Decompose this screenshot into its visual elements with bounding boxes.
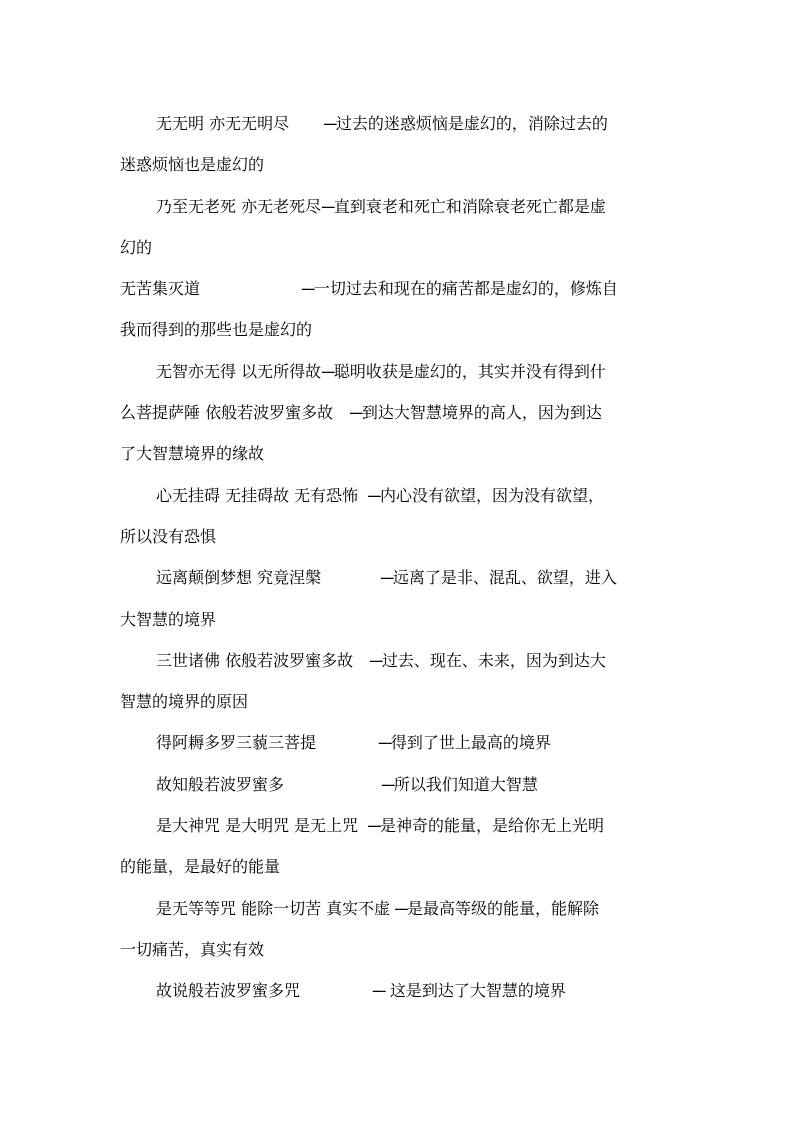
text-line xyxy=(120,475,680,516)
verse-text: 故说般若波罗蜜多咒 xyxy=(156,981,301,1001)
text-line xyxy=(120,516,680,557)
meaning-text: 所以我们知道大智慧 xyxy=(393,774,538,794)
verse-text: 心无挂碍 无挂碍故 无有恐怖 xyxy=(156,485,359,505)
continuation-text: 智慧的境界的原因 xyxy=(120,692,249,712)
verse-text: 是无等等咒 能除一切苦 真实不虚 xyxy=(156,898,391,918)
meaning-text: 一切过去和现在的痛苦都是虚幻的，修炼自 xyxy=(313,279,618,299)
text-line xyxy=(120,599,680,640)
text-line xyxy=(120,805,680,846)
dash-separator: --- xyxy=(380,568,393,588)
text-line xyxy=(120,888,680,929)
verse-text: 无智亦无得 以无所得故 xyxy=(156,361,322,381)
text-line xyxy=(120,268,680,309)
continuation-text: 的能量，是最好的能量 xyxy=(120,857,281,877)
text-line xyxy=(120,309,680,350)
meaning-text: 过去的迷惑烦恼是虚幻的，消除过去的 xyxy=(335,114,608,133)
verse-text: 三世诸佛 依般若波罗蜜多故 xyxy=(156,650,354,670)
verse-text: 是大神咒 是大明咒 是无上咒 xyxy=(156,816,359,836)
verse-text: 乃至无老死 亦无老死尽 xyxy=(156,196,322,216)
continuation-text: 大智慧的境界 xyxy=(120,609,217,629)
dash-separator: --- xyxy=(394,898,408,918)
verse-text: 无无明 亦无无明尽 xyxy=(156,114,290,133)
continuation-text: 迷惑烦恼也是虚幻的 xyxy=(120,155,265,175)
text-line xyxy=(120,764,680,805)
text-line xyxy=(120,186,680,227)
meaning-text: 到达大智慧境界的高人，因为到达 xyxy=(361,403,602,423)
meaning-text: 聪明收获是虚幻的，其实并没有得到什 xyxy=(333,361,606,381)
text-line xyxy=(120,392,680,433)
continuation-text: 幻的 xyxy=(120,237,153,257)
text-line xyxy=(120,144,680,185)
meaning-text: 内心没有欲望，因为没有欲望， xyxy=(380,485,605,505)
text-line xyxy=(120,681,680,722)
dash-separator: --- xyxy=(367,816,381,836)
meaning-text: 是神奇的能量，是给你无上光明 xyxy=(380,816,605,836)
text-line xyxy=(120,557,680,598)
continuation-text: 我而得到的那些也是虚幻的 xyxy=(120,320,313,340)
verse-text: 么菩提萨陲 依般若波罗蜜多故 xyxy=(120,403,334,423)
dash-separator: --- xyxy=(367,485,381,505)
text-line xyxy=(120,227,680,268)
dash-separator: --- xyxy=(301,279,314,299)
dash-separator: --- xyxy=(349,403,362,423)
text-line xyxy=(120,103,680,144)
verse-text: 无苦集灭道 xyxy=(120,279,201,299)
dash-separator: --- xyxy=(321,361,334,381)
text-line xyxy=(120,846,680,887)
dash-separator: --- xyxy=(369,650,382,670)
meaning-text: 是最高等级的能量，能解除 xyxy=(407,898,600,918)
meaning-text: 得到了世上最高的境界 xyxy=(390,733,551,753)
continuation-text: 所以没有恐惧 xyxy=(120,526,217,546)
text-line xyxy=(120,640,680,681)
text-line xyxy=(120,351,680,392)
meaning-text: 这是到达了大智慧的境界 xyxy=(384,981,566,1001)
meaning-text: 远离了是非、混乱、欲望，进入 xyxy=(392,568,617,588)
dash-separator: --- xyxy=(323,114,336,133)
text-line xyxy=(120,929,680,970)
dash-separator: --- xyxy=(372,981,385,1001)
meaning-text: 直到衰老和死亡和消除衰老死亡都是虚 xyxy=(333,196,606,216)
meaning-text: 过去、现在、未来，因为到达大 xyxy=(381,650,606,670)
dash-separator: --- xyxy=(378,733,391,753)
dash-separator: --- xyxy=(321,196,334,216)
verse-text: 得阿耨多罗三藐三菩提 xyxy=(156,733,317,753)
verse-text: 故知般若波罗蜜多 xyxy=(156,774,285,794)
continuation-text: 一切痛苦，真实有效 xyxy=(120,939,265,959)
sutra-commentary-text xyxy=(120,103,680,1012)
dash-separator: --- xyxy=(381,774,394,794)
text-line xyxy=(120,722,680,763)
verse-text: 远离颠倒梦想 究竟涅槃 xyxy=(156,568,322,588)
continuation-text: 了大智慧境界的缘故 xyxy=(120,444,265,464)
text-line xyxy=(120,433,680,474)
text-line xyxy=(120,970,680,1011)
